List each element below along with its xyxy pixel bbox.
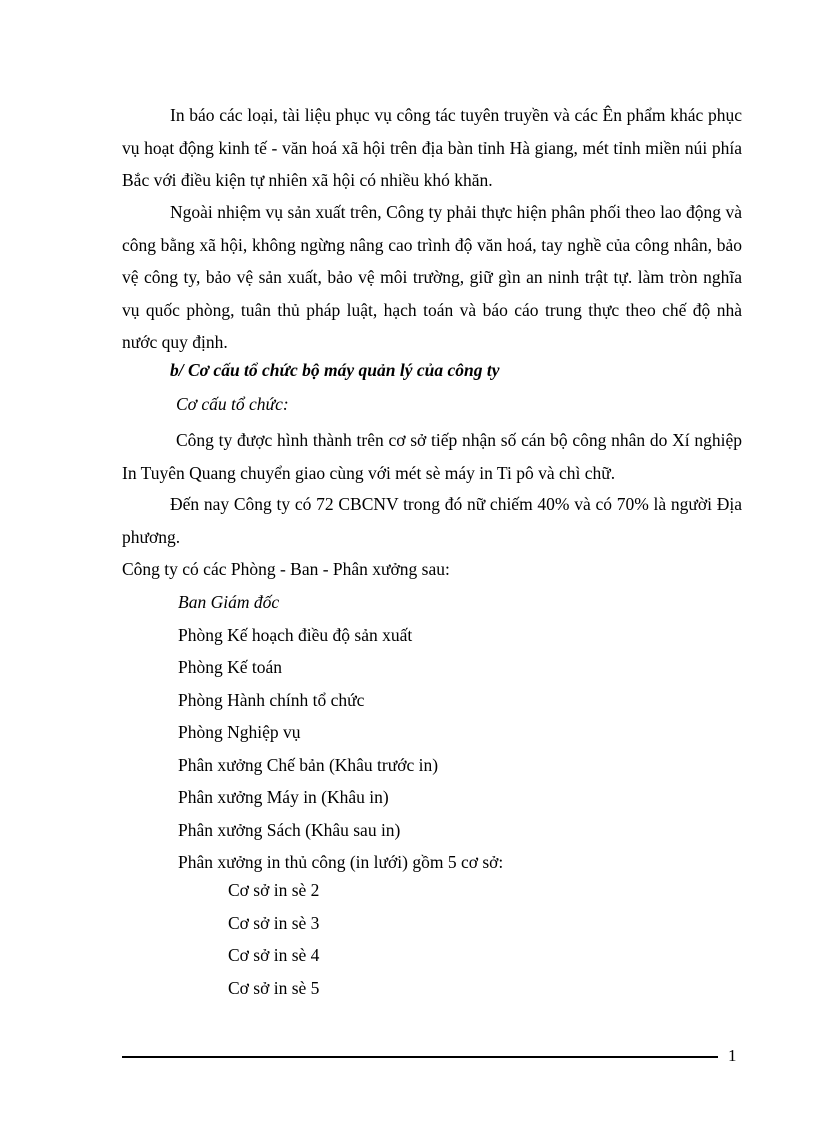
facility-item: Cơ sở in sè 5 [228, 977, 320, 998]
department-item: Phân xưởng Chế bản (Khâu trước in) [178, 754, 439, 775]
facility-item: Cơ sở in sè 3 [228, 912, 320, 933]
department-item: Phòng Kế hoạch điều độ sản xuất [178, 624, 413, 645]
facility-item: Cơ sở in sè 2 [228, 880, 320, 900]
departments-intro: Công ty có các Phòng - Ban - Phân xưởng sau: [122, 559, 450, 579]
subheading-org-structure: Cơ cấu tổ chức: [176, 394, 289, 414]
facility-item: Cơ sở in sè 4 [228, 945, 320, 965]
paragraph-company-duties: Ngoài nhiệm vụ sản xuất trên, Công ty phải thực hiện phân phối theo lao động và công bằng xã hội, không ngừng nâng cao trình độ văn hoá, tay nghề của công nhân, bảo vệ công ty, bảo vệ sản xuất, bảo vệ môi trường, giữ gìn an ninh trật tự. làm tròn nghĩa vụ quốc phòng, tuân thủ pháp luật, hạch toán và báo cáo trung thực theo chế độ nhà nước quy định. [122, 202, 742, 352]
paragraph-company-origin: Công ty được hình thành trên cơ sở tiếp nhận số cán bộ công nhân do Xí nghiệp In Tuyên Quang chuyển giao cùng với mét sè máy in Ti pô và chì chữ. [122, 430, 742, 483]
department-item: Phòng Hành chính tổ chức [178, 689, 365, 710]
paragraph-staff-count: Đến nay Công ty có 72 CBCNV trong đó nữ chiếm 40% và có 70% là người Địa phương. [122, 494, 742, 547]
department-item: Phân xưởng Máy in (Khâu in) [178, 787, 389, 807]
facility-list [228, 874, 319, 1004]
section-heading: b/ Cơ cấu tổ chức bộ máy quản lý của công ty [170, 360, 500, 380]
department-item: Phòng Nghiệp vụ [178, 722, 301, 742]
department-item: Phân xưởng Sách (Khâu sau in) [178, 819, 401, 840]
department-item: Ban Giám đốc [178, 592, 280, 612]
department-item: Phòng Kế toán [178, 657, 283, 677]
paragraph-printing-services: In báo các loại, tài liệu phục vụ công tác tuyên truyền và các Ên phẩm khác phục vụ hoạt động kinh tế - văn hoá xã hội trên địa bàn tỉnh Hà giang, mét tỉnh miền núi phía Bắc với điều kiện tự nhiên xã hội có nhiều khó khăn. [122, 105, 742, 190]
department-list [178, 586, 503, 879]
department-item: Phân xưởng in thủ công (in lưới) gồm 5 cơ sở: [178, 852, 504, 872]
footer-divider [122, 1056, 718, 1058]
page-number: 1 [728, 1046, 737, 1065]
